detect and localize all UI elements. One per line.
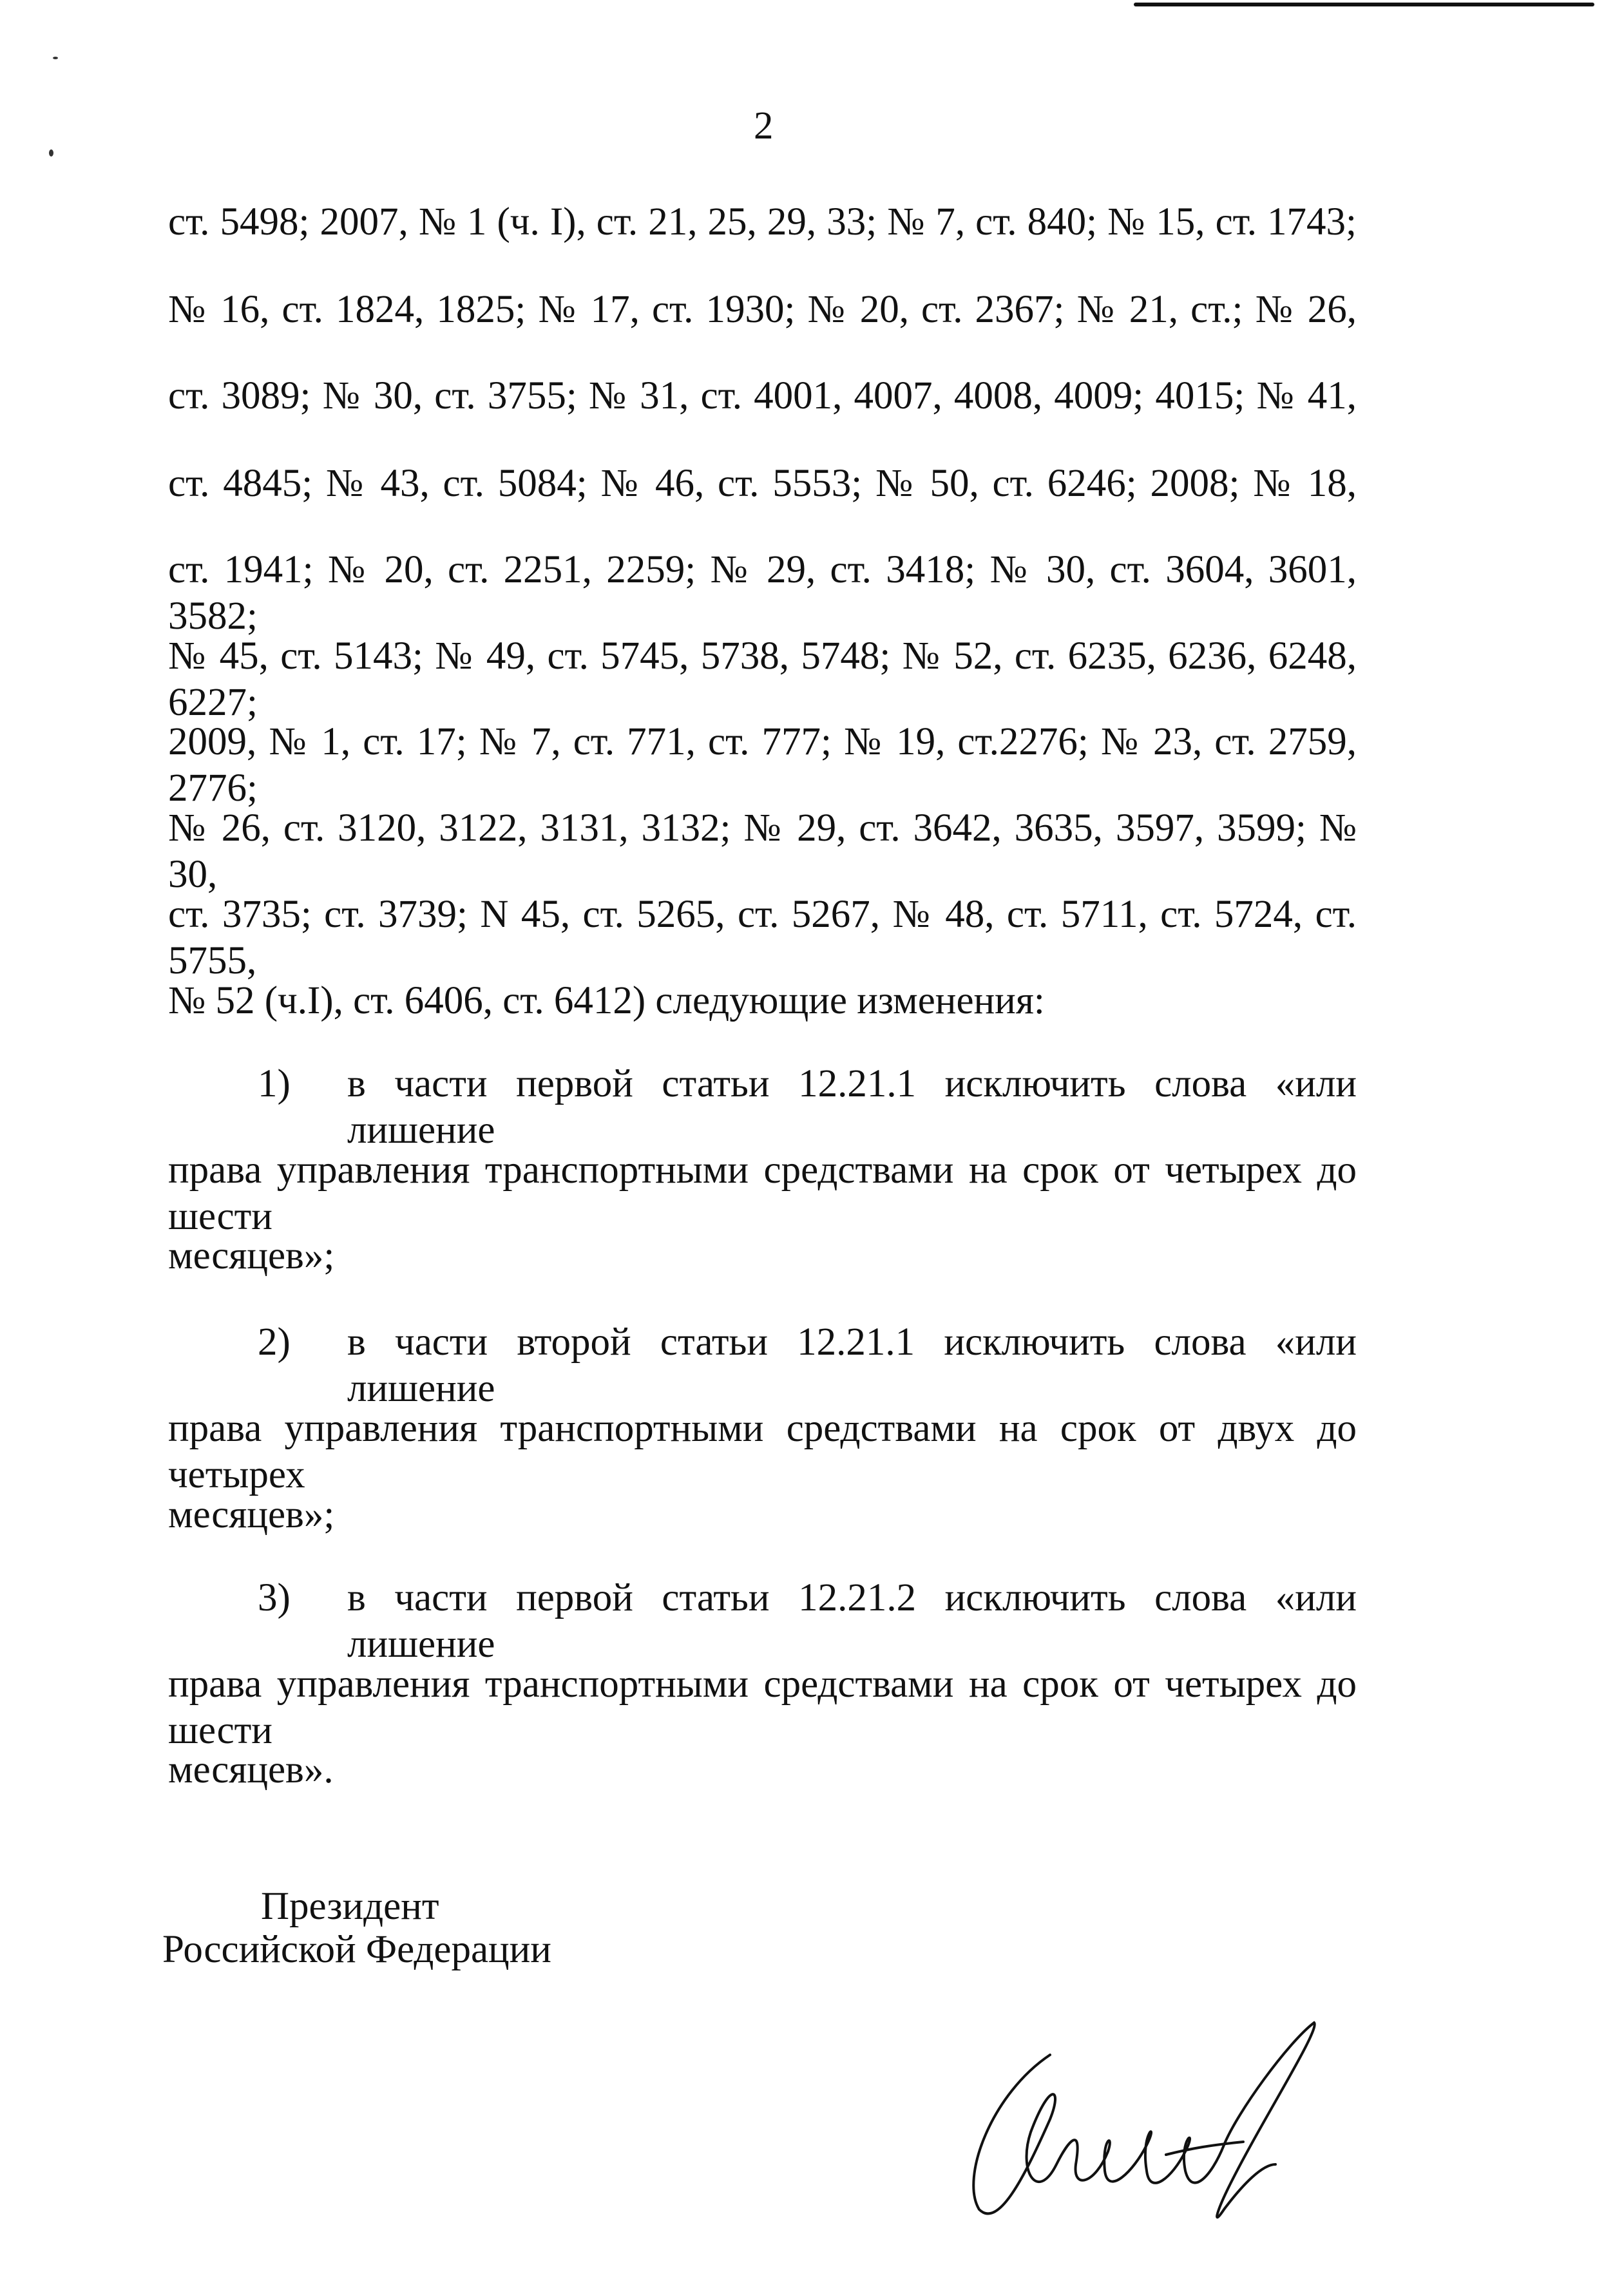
item-number: 3) <box>258 1576 291 1619</box>
scan-edge-line <box>1134 3 1594 6</box>
text-line: права управления транспортными средствами на срок от четырех до шести <box>168 1149 1357 1238</box>
scan-speck <box>49 149 53 157</box>
signatory-title: Российской Федерации <box>162 1928 551 1971</box>
scan-speck <box>53 57 58 59</box>
text-line: в части первой статьи 12.21.1 исключить слова «или лишение <box>347 1062 1357 1152</box>
text-line: права управления транспортными средствами на срок от четырех до шести <box>168 1663 1357 1752</box>
text-line: № 45, ст. 5143; № 49, ст. 5745, 5738, 5748; № 52, ст. 6235, 6236, 6248, 6227; <box>168 634 1357 724</box>
text-line: месяцев»; <box>168 1234 335 1277</box>
text-line: 2009, № 1, ст. 17; № 7, ст. 771, ст. 777; № 19, ст.2276; № 23, ст. 2759, 2776; <box>168 720 1357 810</box>
page-number: 2 <box>754 104 774 148</box>
text-line: месяцев». <box>168 1748 334 1791</box>
item-number: 1) <box>258 1062 291 1105</box>
text-line: № 26, ст. 3120, 3122, 3131, 3132; № 29, ст. 3642, 3635, 3597, 3599; № 30, <box>168 806 1357 896</box>
text-line: ст. 4845; № 43, ст. 5084; № 46, ст. 5553; № 50, ст. 6246; 2008; № 18, <box>168 462 1357 505</box>
text-line: права управления транспортными средствами на срок от двух до четырех <box>168 1407 1357 1496</box>
item-number: 2) <box>258 1321 291 1364</box>
text-line: ст. 1941; № 20, ст. 2251, 2259; № 29, ст. 3418; № 30, ст. 3604, 3601, 3582; <box>168 548 1357 638</box>
text-line: № 16, ст. 1824, 1825; № 17, ст. 1930; № 20, ст. 2367; № 21, ст.; № 26, <box>168 288 1357 331</box>
text-line: ст. 3735; ст. 3739; N 45, ст. 5265, ст. 5267, № 48, ст. 5711, ст. 5724, ст. 5755, <box>168 893 1357 982</box>
text-line: ст. 5498; 2007, № 1 (ч. I), ст. 21, 25, 29, 33; № 7, ст. 840; № 15, ст. 1743; <box>168 200 1357 243</box>
text-line: в части первой статьи 12.21.2 исключить слова «или лишение <box>347 1576 1357 1666</box>
text-line: ст. 3089; № 30, ст. 3755; № 31, ст. 4001, 4007, 4008, 4009; 4015; № 41, <box>168 374 1357 417</box>
text-line: в части второй статьи 12.21.1 исключить слова «или лишение <box>347 1321 1357 1410</box>
signatory-title: Президент <box>261 1885 439 1928</box>
text-line: № 52 (ч.I), ст. 6406, ст. 6412) следующие изменения: <box>168 979 1045 1022</box>
handwritten-signature <box>953 2016 1327 2235</box>
text-line: месяцев»; <box>168 1493 335 1536</box>
